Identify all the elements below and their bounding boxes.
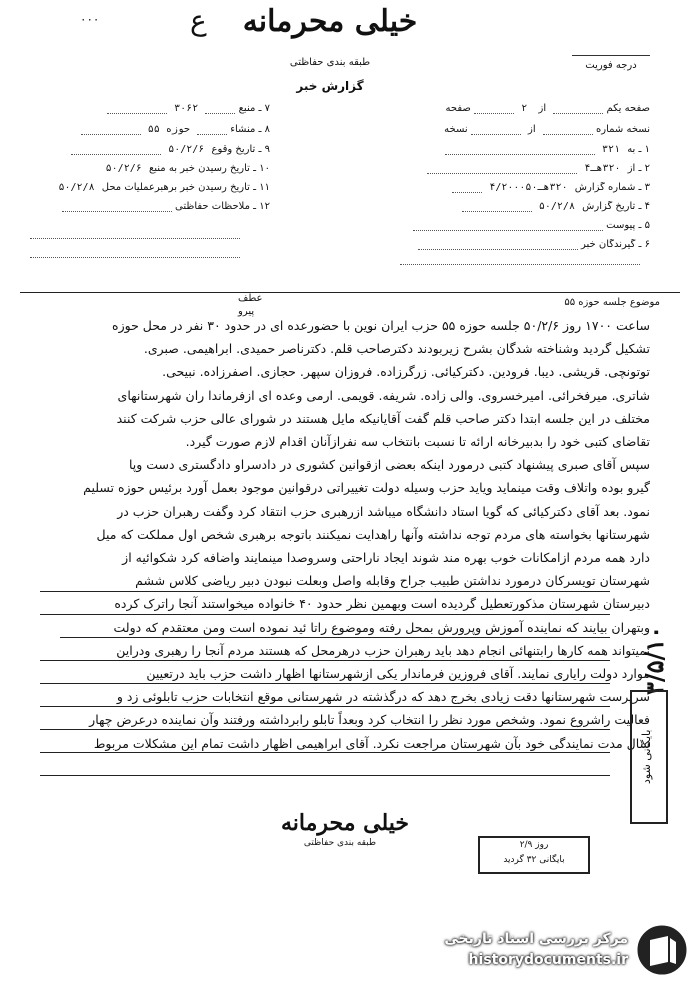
body-line: توتونچی. قریشی. دیبا. فرودین. دکترکیائی. زرگرزاده. فروزان سپهر. حجازی. اصفرزاده. نبیحی.	[162, 364, 650, 380]
priority-line	[572, 55, 650, 56]
watermark-logo-icon	[634, 922, 690, 978]
form-recipients-field: ۶ ـ گیرندگان خبر	[390, 239, 650, 259]
watermark-url: historydocuments.ir	[468, 952, 628, 968]
corner-dots: ۰۰۰	[80, 12, 100, 26]
watermark-name: مرکز بررسی اسناد تاریخی	[444, 931, 628, 947]
body-line: ساعت ۱۷۰۰ روز ۵۰/۲/۶ جلسه حوزه ۵۵ حزب ایران نوین با حضورعده ای در حدود ۳۰ نفر در محل حوزه	[112, 318, 650, 333]
body-line: نمود. بعد آقای دکترکیائی که گویا استاد دانشگاه میباشد ازرهبری حزب انتقاد کرد وگفت رهبران حزب در	[117, 503, 650, 519]
body-line: سال مدت نمایندگی خود بآن شهرستان مراجعت نکرد. آقای ابراهیمی اظهار داشت تمام این مشکلات مربوط	[93, 735, 650, 751]
section-divider	[20, 292, 680, 293]
archive-stamp	[478, 836, 590, 874]
body-line: شهرستان تویسرکان درمورد نداشتن طبیب جراح وقابله واصل وبعلت نبودن دبیر ریاضی کلاس ششم	[135, 573, 650, 589]
form-origin-field: ۸ ـ منشاء حوزه ۵۵	[30, 124, 270, 144]
follow-up-label: پیرو	[238, 306, 255, 317]
body-line: شاتری. میرفخرائی. امیرخسروی. والی زاده. شریفه. قویمی. ارمی وعده ای ازفرماندا ران شهرستانهای	[117, 387, 650, 403]
classification-title: خیلی محرمانه	[242, 4, 418, 39]
corner-mark: ع	[190, 4, 207, 37]
subject-line: موضوع جلسه حوزه ۵۵	[564, 297, 660, 308]
hand-underline	[40, 706, 610, 707]
margin-handwritten-code: ۳/۵/۱۰	[640, 625, 669, 695]
body-line: سرپرست شهرستانها دقت زیادی بخرج دهد که درگذشته در شهرستانی موقع انتخابات حزب تابلوئی زد و	[116, 689, 650, 705]
form-source-field: ۷ ـ منبع ۳۰۶۲	[30, 103, 270, 123]
form-report-number-field: ۳ ـ شماره گزارش ۳۲۰هـ۴/۲۰۰۰۵۰	[390, 182, 650, 202]
body-line: موارد دولت رایاری نمایند. آقای فروزین فرماندار یکی ازشهرستانها اظهار داشت حزب باید درتعیین	[146, 666, 650, 682]
body-line: تقاضای کتبی خود را بدبیرخانه ارائه تا نسبت بانتخاب سه نفرازآنان اقدام لازم صورت گیرد.	[185, 434, 650, 450]
hand-underline	[60, 637, 610, 638]
footer-classification: خیلی محرمانه	[280, 810, 410, 836]
form-operations-received-date-field: ۱۱ ـ تاریخ رسیدن خبر برهبرعملیات محل ۵۰/۲/۸	[58, 182, 270, 193]
form-report-date-field: ۴ ـ تاریخ گزارش ۵۰/۲/۸	[390, 201, 650, 221]
form-security-notes-field: ۱۲ ـ ملاحظات حفاظتی	[30, 201, 270, 221]
form-source-received-date-field: ۱۰ ـ تاریخ رسیدن خبر به منبع ۵۰/۲/۶	[105, 163, 270, 174]
form-page-field: صفحه یکم از ۲ صفحه	[445, 103, 650, 114]
priority-label: درجه فوریت	[585, 60, 637, 71]
archive-stamp-line: بایگانی ۳۲ گردید	[503, 855, 565, 865]
body-line: تشکیل گردید وشناخته شدگان بشرح زیربودند دکترصاحب قلم. دکترناصر حمیدی. ابراهیمی. صبری.	[143, 341, 650, 357]
body-line: گیرو بوده واتلاف وقت مینماید ویاید حزب وسیله دولت تغییراتی درقوانین موجود بعمل آورد برئیس حوزه تسلیم	[83, 480, 650, 496]
form-from-field: ۲ ـ از ۳۲۰هـ۴	[390, 163, 650, 183]
classification-label: طبقه بندی حفاظتی	[289, 57, 371, 68]
form-copy-field: نسخه شماره از نسخه	[444, 124, 650, 135]
body-line: شهرستانها بخواسته های مردم توجه نداشته وآنها راهدایت نمیکنند باتوجه برهبری شخص اول مملکت که میل	[96, 526, 650, 542]
margin-archive-stamp: بایگانی شود	[630, 690, 668, 824]
body-line: وبتهران بیایند که نماینده آموزش وپرورش بمحل رفته وموضوع راتا ئید نموده است ومن معتقدم که دولت	[113, 619, 650, 635]
form-extra-line	[400, 264, 640, 265]
form-occurrence-date-field: ۹ ـ تاریخ وقوع ۵۰/۲/۶	[30, 144, 270, 164]
reference-label: عطف	[238, 293, 263, 304]
hand-underline	[40, 683, 610, 684]
hand-underline	[40, 729, 610, 730]
body-line: سپس آقای صبری پیشنهاد کتبی درمورد اینکه بعضی ازقوانین کشوری در دادسراو دادگستری دست وپا	[128, 457, 650, 473]
report-type: گزارش خبر	[296, 79, 364, 93]
archive-stamp-line: روز ۲/۹	[519, 840, 549, 850]
hand-underline	[40, 614, 610, 615]
hand-underline	[40, 775, 610, 776]
form-left-extra-line-2	[30, 257, 240, 258]
form-attachment-field: ۵ ـ پیوست	[390, 220, 650, 240]
hand-underline	[40, 660, 610, 661]
form-to-field: ۱ ـ به ۳۲۱	[390, 144, 650, 164]
body-line: دبیرستان شهرستان مذکورتعطیل گردیده است وبهمین نظر حدود ۴۰ خانواده میخواستند آنجا راترک کرده	[114, 596, 650, 612]
report-body	[22, 314, 650, 755]
form-left-extra-line-1	[30, 238, 240, 239]
body-line: دارد همه مردم ازامکانات خوب بهره مند شوند ایجاد ناراحتی وسروصدا مینمایند واضافه کرد شکوائیه از	[122, 550, 650, 566]
body-line: مختلف در این جلسه ابتدا دکتر صاحب قلم گفت آقایانیکه مایل هستند در شورای عالی حزب شرکت کنند	[116, 410, 650, 426]
hand-underline	[40, 591, 610, 592]
body-line: نمیتواند همه کارها رابتنهائی انجام دهد باید رهبران حزب درهرمحل که هستند مردم آنجا را رهبری ودراین	[116, 642, 650, 658]
body-line: فعالیت راشروع نمود. وشخص مورد نظر را انتخاب کرد وبعداً تابلو رابرداشته ورفتند وآن نماینده درعرض چهار	[89, 712, 650, 728]
hand-underline	[40, 752, 610, 753]
footer-classification-label: طبقه بندی حفاظتی	[303, 838, 377, 848]
